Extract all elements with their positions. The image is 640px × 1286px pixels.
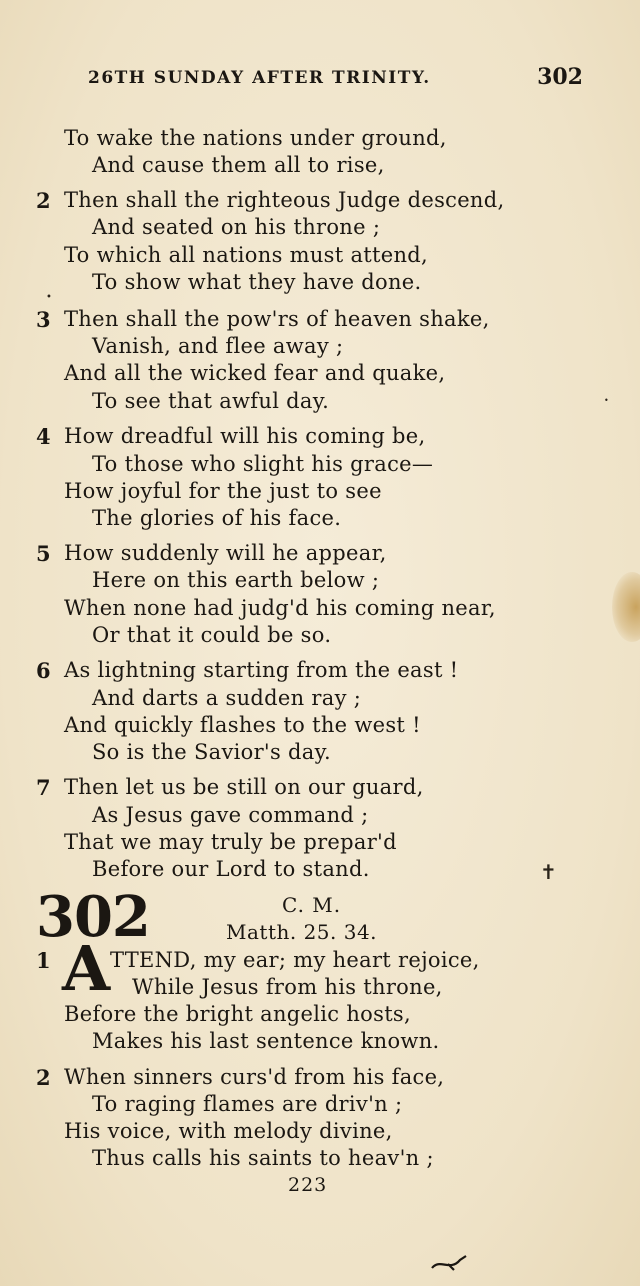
- stanza-number: 2: [36, 188, 51, 213]
- verse-line: To raging flames are driv'n ;: [92, 1092, 403, 1116]
- verse-line: To see that awful day.: [92, 389, 330, 413]
- stanza-number: 5: [36, 541, 51, 566]
- verse-line: When none had judg'd his coming near,: [64, 596, 496, 620]
- verse-line: The glories of his face.: [92, 506, 342, 530]
- verse-line: How dreadful will his coming be,: [64, 424, 426, 448]
- verse-line: And darts a sudden ray ;: [92, 686, 362, 710]
- verse-line: Here on this earth below ;: [92, 568, 380, 592]
- verse-line: When sinners curs'd from his face,: [64, 1065, 445, 1089]
- verse-line: TTEND, my ear; my heart rejoice,: [110, 948, 480, 972]
- drop-cap: A: [62, 932, 111, 1005]
- verse-line: Vanish, and flee away ;: [92, 334, 344, 358]
- hymn-number: 302: [36, 884, 150, 950]
- verse-line: That we may truly be prepar'd: [64, 830, 397, 854]
- stanza-number: 3: [36, 307, 51, 332]
- verse-line: And seated on his throne ;: [92, 215, 381, 239]
- folio-number: 223: [288, 1174, 328, 1196]
- verse-line: So is the Savior's day.: [92, 740, 331, 764]
- verse-line: How suddenly will he appear,: [64, 541, 387, 565]
- verse-line: To show what they have done.: [92, 270, 422, 294]
- verse-line: As Jesus gave command ;: [92, 803, 369, 827]
- verse-line: How joyful for the just to see: [64, 479, 382, 503]
- stanza-number: 4: [36, 424, 51, 449]
- verse-line: Before our Lord to stand.: [92, 857, 370, 881]
- verse-line: Then let us be still on our guard,: [64, 775, 424, 799]
- ink-flourish-icon: [430, 1252, 470, 1274]
- ink-flourish-mark: ✝: [540, 860, 557, 884]
- stanza-number: 6: [36, 658, 51, 683]
- ink-speck: •: [46, 292, 52, 303]
- verse-line: As lightning starting from the east !: [64, 658, 459, 682]
- stanza-number: 7: [36, 775, 51, 800]
- running-title: 26TH SUNDAY AFTER TRINITY.: [88, 68, 431, 88]
- verse-line: To which all nations must attend,: [64, 243, 429, 267]
- ink-speck: •: [604, 396, 609, 405]
- scripture-reference: Matth. 25. 34.: [226, 920, 378, 944]
- stanza-number: 1: [36, 948, 51, 973]
- verse-line: And cause them all to rise,: [92, 153, 385, 177]
- verse-line: While Jesus from his throne,: [132, 975, 443, 999]
- verse-line: His voice, with melody divine,: [64, 1119, 393, 1143]
- verse-line: And quickly flashes to the west !: [64, 713, 421, 737]
- verse-line: Then shall the righteous Judge descend,: [64, 188, 505, 212]
- verse-line: Then shall the pow'rs of heaven shake,: [64, 307, 490, 331]
- verse-line: And all the wicked fear and quake,: [64, 361, 446, 385]
- hymn-meter: C. M.: [282, 893, 342, 917]
- verse-line: Or that it could be so.: [92, 623, 332, 647]
- verse-line: Makes his last sentence known.: [92, 1029, 440, 1053]
- verse-line: To those who slight his grace—: [92, 452, 434, 476]
- verse-line: Before the bright angelic hosts,: [64, 1002, 411, 1026]
- stanza-number: 2: [36, 1065, 51, 1090]
- page-number: 302: [537, 64, 583, 90]
- paper-stain: [612, 572, 640, 642]
- verse-line: Thus calls his saints to heav'n ;: [92, 1146, 434, 1170]
- verse-line: To wake the nations under ground,: [64, 126, 447, 150]
